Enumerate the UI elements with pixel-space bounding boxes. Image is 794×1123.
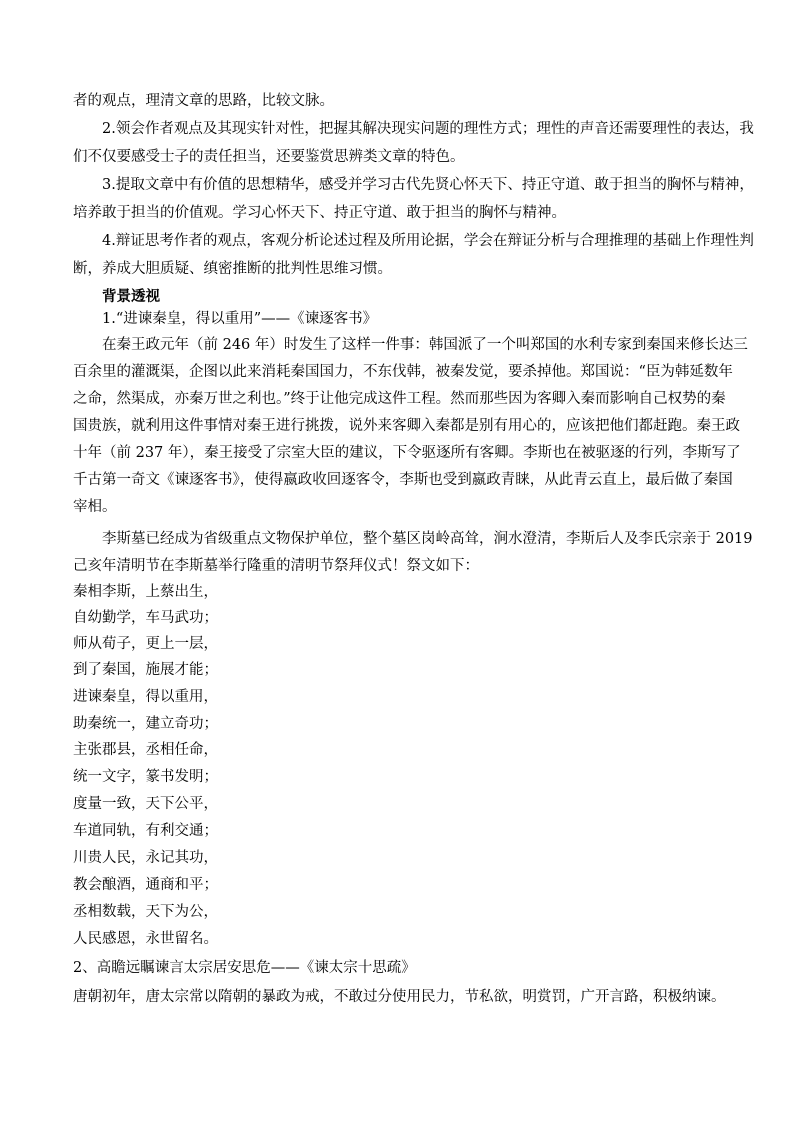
paragraph-line: 唐朝初年，唐太宗常以隋朝的暴政为戒，不敢过分使用民力，节私欲，明赏罚，广开言路，积极纳谏。 (73, 989, 726, 1005)
paragraph-line: 宰相。 (73, 499, 117, 515)
body-line: 培养敢于担当的价值观。学习心怀天下、持正守道、敢于担当的胸怀与精神。 (73, 205, 566, 221)
eulogy-line: 进谏秦皇，得以重用， (73, 689, 218, 705)
paragraph-line: 百余里的灌溉渠，企图以此来消耗秦国国力，不东伐韩，被秦发觉，要杀掉他。郑国说：“臣为韩延数年 (73, 364, 733, 380)
eulogy-line: 车道同轨，有利交通； (73, 823, 218, 839)
paragraph-line: 十年（前 237 年），秦王接受了宗室大臣的建议，下令驱逐所有客卿。李斯也在被驱逐的行列，李斯写了 (73, 445, 741, 461)
body-line: 者的观点，理清文章的思路，比较文脉。 (73, 93, 334, 109)
paragraph-line: 之命，然渠成，亦秦万世之利也。”终于让他完成这件工程。然而那些因为客卿入秦而影响自己权势的秦 (73, 391, 726, 407)
objective-2-line: 2.领会作者观点及其现实针对性，把握其解决现实问题的理性方式；理性的声音还需要理性的表达，我 (102, 121, 754, 137)
body-line: 们不仅要感受士子的责任担当，还要鉴赏思辨类文章的特色。 (73, 149, 465, 165)
eulogy-line: 主张郡县，丞相任命， (73, 742, 218, 758)
eulogy-line: 秦相李斯，上蔡出生， (73, 584, 218, 600)
eulogy-line: 人民感恩，永世留名。 (73, 931, 218, 947)
paragraph-line: 国贵族，就利用这件事情对秦王进行挑拨，说外来客卿入秦都是别有用心的，应该把他们都赶跑。秦王政 (73, 418, 740, 434)
section-heading: 背景透视 (102, 288, 160, 305)
paragraph-line: 千古第一奇文《谏逐客书》，使得嬴政收回逐客令，李斯也受到嬴政青睐，从此青云直上，最后做了秦国 (73, 472, 733, 488)
eulogy-line: 师从荀子，更上一层， (73, 636, 218, 652)
objective-3-line: 3.提取文章中有价值的思想精华，感受并学习古代先贤心怀天下、持正守道、敢于担当的胸怀与精神， (102, 177, 754, 193)
subsection-heading: 1.“进谏秦皇，得以重用”——《谏逐客书》 (102, 311, 378, 327)
subsection-heading: 2、高瞻远瞩谏言太宗居安思危——《谏太宗十思疏》 (73, 960, 416, 976)
paragraph-line: 己亥年清明节在李斯墓举行隆重的清明节祭拜仪式！祭文如下： (73, 558, 479, 574)
eulogy-line: 助秦统一，建立奇功； (73, 716, 218, 732)
eulogy-line: 丞相数载，天下为公， (73, 904, 218, 920)
eulogy-line: 教会酿酒，通商和平； (73, 877, 218, 893)
eulogy-line: 到了秦国，施展才能； (73, 662, 218, 678)
eulogy-line: 度量一致，天下公平， (73, 796, 218, 812)
paragraph-line: 在秦王政元年（前 246 年）时发生了这样一件事：韩国派了一个叫郑国的水利专家到秦国来修长达三 (102, 337, 748, 353)
body-line: 断，养成大胆质疑、缜密推断的批判性思维习惯。 (73, 261, 392, 277)
eulogy-line: 统一文字，篆书发明； (73, 769, 218, 785)
eulogy-line: 川贵人民，永记其功， (73, 850, 218, 866)
paragraph-line: 李斯墓已经成为省级重点文物保护单位，整个墓区岗岭高耸，涧水澄清，李斯后人及李氏宗亲于 2019 (102, 531, 753, 547)
objective-4-line: 4.辩证思考作者的观点，客观分析论述过程及所用论据，学会在辩证分析与合理推理的基础上作理性判 (102, 233, 754, 249)
eulogy-line: 自幼勤学，车马武功； (73, 610, 218, 626)
